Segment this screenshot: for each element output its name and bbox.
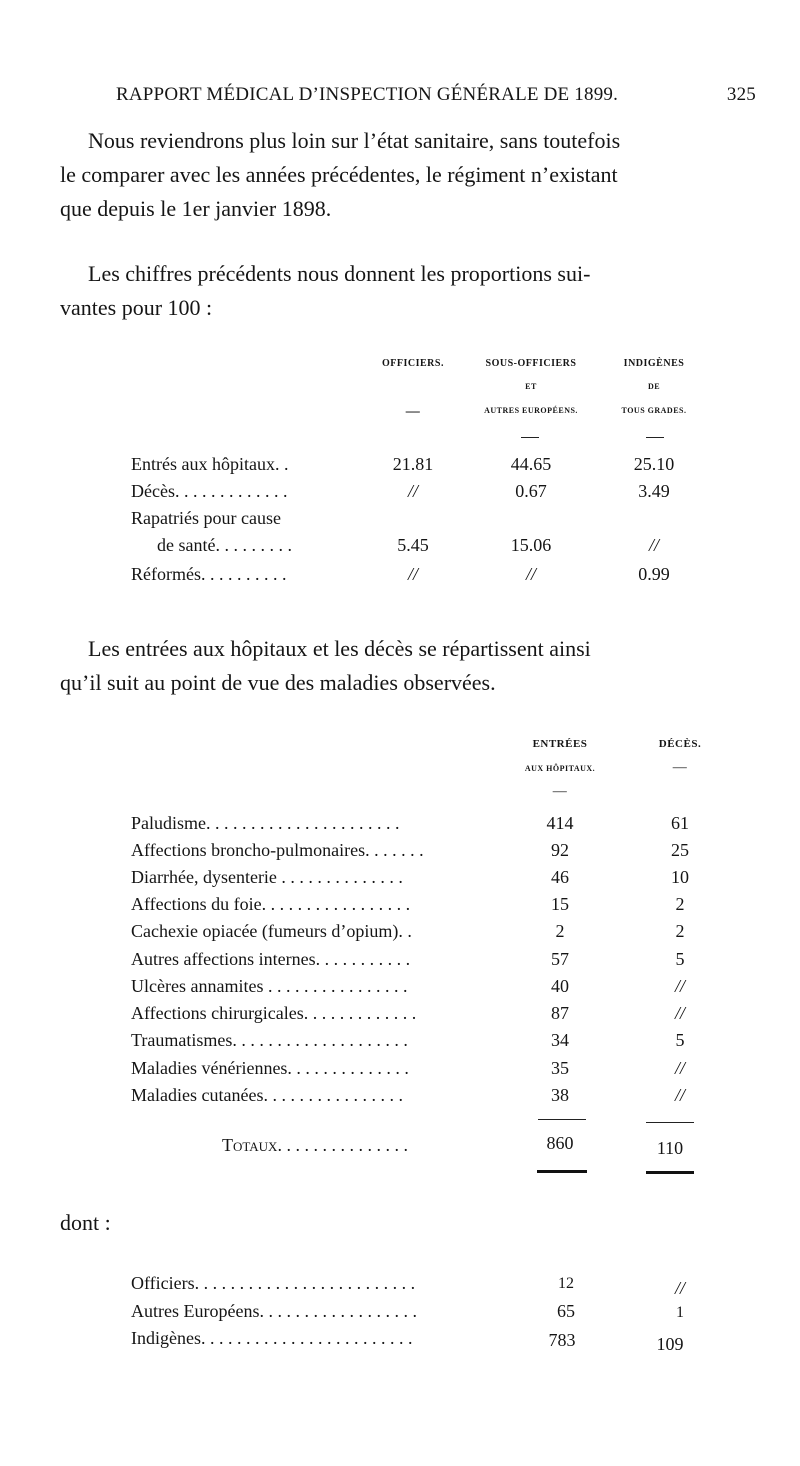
header-rule <box>646 437 664 438</box>
header-deces: DÉCÈS. <box>658 738 702 750</box>
table-3-cell: 1 <box>676 1304 684 1321</box>
table-2-cell: 61 <box>671 813 689 833</box>
paragraph-2-line-1 <box>60 257 756 291</box>
header-title: RAPPORT MÉDICAL D’INSPECTION GÉNÉRALE DE 1899. <box>116 84 619 105</box>
table-2-row-label: Traumatismes. . . . . . . . . . . . . . . . . . . . <box>131 1030 408 1050</box>
table-2-cell: 92 <box>551 840 569 860</box>
p1-text-2: le comparer avec les années précédentes, le régiment n’existant <box>60 162 618 187</box>
dont-label: dont : <box>60 1210 111 1235</box>
table-2-row-label: Affections du foie. . . . . . . . . . . . . . . . . <box>131 894 411 914</box>
header-indigenes-2: DE <box>647 382 661 391</box>
table-3-row-label: Officiers. . . . . . . . . . . . . . . . . . . . . . . . . <box>131 1273 416 1293</box>
table-2-cell: 2 <box>675 894 685 914</box>
paragraph-1-line-1 <box>60 124 756 158</box>
table-2-cell: 35 <box>551 1058 569 1078</box>
paragraph-3-line-1 <box>60 632 756 666</box>
table-3-cell: 12 <box>558 1275 574 1292</box>
paragraph-2-line-2 <box>60 291 756 325</box>
running-header <box>116 84 756 106</box>
table-2-row-label: Cachexie opiacée (fumeurs d’opium). . <box>131 921 412 941</box>
table-2-cell: 38 <box>551 1085 569 1105</box>
header-entrees-dash: — <box>552 784 568 799</box>
paragraph-1 <box>60 124 756 226</box>
header-entrees-2: AUX HÔPITAUX. <box>524 764 596 773</box>
table-2-cell: 5 <box>675 949 685 969</box>
table-1-cell: 5.45 <box>397 535 429 555</box>
header-rule <box>521 437 539 438</box>
paragraph-3 <box>60 632 756 700</box>
header-indigenes-3: TOUS GRADES. <box>621 406 687 415</box>
table-2-cell: 2 <box>555 921 565 941</box>
table-1-cell: 0.99 <box>638 564 670 584</box>
table-2-cell: // <box>674 976 685 996</box>
p3-text-1: Les entrées aux hôpitaux et les décès se répartissent ainsi <box>88 636 591 661</box>
table-2-cell: 5 <box>675 1030 685 1050</box>
table-2-row-label: Maladies cutanées. . . . . . . . . . . . . . . . <box>131 1085 403 1105</box>
table-2-cell: 2 <box>675 921 685 941</box>
table-1-cell: 15.06 <box>510 535 552 555</box>
totals-deces: 110 <box>656 1138 684 1158</box>
table-2-row-label: Ulcères annamites . . . . . . . . . . . . . . . . <box>131 976 408 996</box>
table-3-row-label: Indigènes. . . . . . . . . . . . . . . . . . . . . . . . <box>131 1328 413 1348</box>
table-2-cell: // <box>674 1085 685 1105</box>
table-2-row-label: Autres affections internes. . . . . . . . . . . <box>131 949 411 969</box>
table-1-cell: // <box>525 564 536 584</box>
table-1-cell: // <box>648 535 659 555</box>
table-1-row-label: Décès. . . . . . . . . . . . . <box>131 481 288 501</box>
table-3-row-label: Autres Européens. . . . . . . . . . . . . . . . . . <box>131 1301 417 1321</box>
p2-text-2: vantes pour 100 : <box>60 295 213 320</box>
table-3-cell: 65 <box>557 1301 575 1321</box>
totals-rule-deces <box>646 1171 694 1174</box>
table-2-row-label: Maladies vénériennes. . . . . . . . . . . . . . <box>131 1058 409 1078</box>
table-2-row-label: Diarrhée, dysenterie . . . . . . . . . . . . . . <box>131 867 403 887</box>
table-2-cell: // <box>674 1058 685 1078</box>
table-2-row-label: Affections broncho-pulmonaires. . . . . . . <box>131 840 424 860</box>
table-3-cell: // <box>674 1278 685 1298</box>
table-1-cell: 25.10 <box>633 454 675 474</box>
p1-text-3: que depuis le 1er janvier 1898. <box>60 196 332 221</box>
table-2-cell: 46 <box>551 867 569 887</box>
p2-text-1: Les chiffres précédents nous donnent les proportions sui- <box>88 261 591 286</box>
totals-rule-entrees <box>537 1170 587 1173</box>
table-1-row-label: de santé. . . . . . . . . <box>157 535 292 555</box>
header-officiers: OFFICIERS. <box>382 358 444 369</box>
table-1-cell: 21.81 <box>392 454 434 474</box>
table-2-cell: 10 <box>671 867 689 887</box>
paragraph-1-line-2 <box>60 158 756 192</box>
table-1-cell: 3.49 <box>638 481 670 501</box>
table-2-cell: 25 <box>671 840 689 860</box>
table-2-cell: 40 <box>551 976 569 996</box>
p3-text-2: qu’il suit au point de vue des maladies observées. <box>60 670 496 695</box>
table-1-cell: // <box>407 564 418 584</box>
table-1-cell: 44.65 <box>510 454 552 474</box>
header-indigenes-1: INDIGÈNES <box>623 358 685 369</box>
table-1-cell: // <box>407 481 418 501</box>
table-3-cell: 109 <box>656 1334 684 1354</box>
table-2-cell: 87 <box>551 1003 569 1023</box>
paragraph-1-line-3 <box>60 192 756 226</box>
totals-entrees: 860 <box>546 1133 574 1153</box>
totals-label: Totaux. . . . . . . . . . . . . . . <box>222 1135 408 1155</box>
paragraph-2 <box>60 257 756 325</box>
table-1-row-label: Rapatriés pour cause <box>131 508 281 528</box>
table-1-row-label: Entrés aux hôpitaux. . <box>131 454 289 474</box>
paragraph-3-line-2 <box>60 666 756 700</box>
header-sous-officiers-2: ET <box>525 382 537 391</box>
header-deces-dash: — <box>672 760 688 775</box>
table-1-cell: 0.67 <box>515 481 547 501</box>
table-2-cell: // <box>674 1003 685 1023</box>
sum-rule-entrees <box>538 1119 586 1120</box>
table-2-row-label: Paludisme. . . . . . . . . . . . . . . . . . . . . . <box>131 813 400 833</box>
table-3-cell: 783 <box>548 1330 576 1350</box>
table-2-cell: 414 <box>546 813 574 833</box>
page-number: 325 <box>726 84 756 105</box>
table-2-cell: 57 <box>551 949 569 969</box>
sum-rule-deces <box>646 1122 694 1123</box>
p1-text-1: Nous reviendrons plus loin sur l’état sanitaire, sans toutefois <box>88 128 621 153</box>
header-entrees-1: ENTRÉES <box>532 738 588 750</box>
header-officiers-dash: — <box>405 404 421 419</box>
table-2-cell: 15 <box>551 894 569 914</box>
table-2-row-label: Affections chirurgicales. . . . . . . . . . . . . <box>131 1003 417 1023</box>
header-sous-officiers-1: SOUS-OFFICIERS <box>485 358 577 369</box>
table-1-row-label: Réformés. . . . . . . . . . <box>131 564 287 584</box>
header-sous-officiers-3: AUTRES EUROPÉENS. <box>484 406 578 415</box>
table-2-cell: 34 <box>551 1030 569 1050</box>
